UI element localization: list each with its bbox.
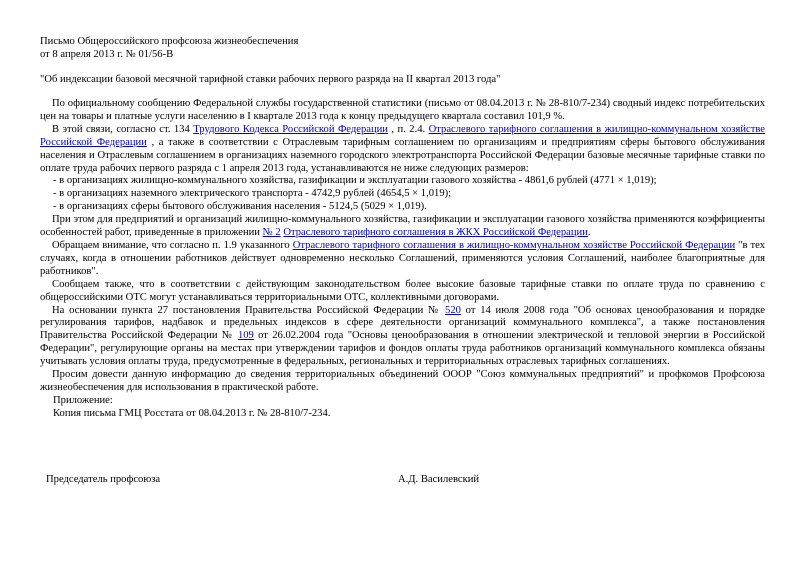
- text-segment: На основании пункта 27 постановления Правительства Российской Федерации №: [52, 304, 446, 316]
- paragraph-legal-basis: [40, 124, 765, 176]
- text-segment: , а также в соответствии с Отраслевым тарифным соглашением по организациям и предприятиям сферы бытового обслуживания населения и Отраслевым соглашением в организациях наземного городского электротранспорта Российской Федерации базовые месячные тарифные ставки по оплате труда рабочих первого разряда с 1 апреля 2013 года, устанавливаются не ниже следующих размеров:: [40, 136, 765, 174]
- signature-position: Председатель профсоюза: [46, 474, 161, 485]
- list-item: - в организациях сферы бытового обслуживания населения - 5124,5 (5029 × 1,019).: [53, 201, 427, 213]
- decree-520-link[interactable]: 520: [445, 304, 461, 316]
- labor-code-link[interactable]: Трудового Кодекса Российской Федерации: [193, 123, 388, 135]
- text-segment: , п. 2.4.: [387, 123, 429, 135]
- appendix-label: Приложение:: [53, 394, 113, 406]
- list-item: - в организациях наземного электрического транспорта - 4742,9 рублей (4654,5 × 1,019);: [53, 188, 452, 200]
- letter-header: [40, 36, 760, 62]
- text-segment: В этой связи, согласно ст. 134: [52, 123, 194, 135]
- sender-line: Письмо Общероссийского профсоюза жизнеобеспечения: [40, 36, 299, 47]
- decree-109-link[interactable]: 109: [237, 330, 254, 342]
- housing-agreement-link[interactable]: Отраслевого тарифного соглашения в жилищно-коммунальном хозяйстве Российской Федерации: [40, 123, 765, 148]
- appendix-2-link[interactable]: № 2: [262, 227, 281, 239]
- letter-body: [40, 98, 765, 421]
- letter-subject: "Об индексации базовой месячной тарифной ставки рабочих первого разряда на II квартал 2013 года": [40, 74, 501, 85]
- text-segment: от 14 июля 2008 года "Об основах ценообразования и порядке регулирования тарифов, надбавок и предельных индексов в сфере деятельности организаций коммунального комплекса", а также постановления Правительства Российской Федерации №: [40, 304, 766, 342]
- text-segment: При этом для предприятий и организаций жилищно-коммунального хозяйства, газификации и эксплуатации газового хозяйства применяются коэффициенты особенностей работ, приведенные в приложении: [40, 214, 765, 239]
- text-segment: от 26.02.2004 года "Основы ценообразования в отношении электрической и тепловой энергии в Российской Федерации", регулирующие органы на местах при утверждении тарифов и фондов оплаты труда работников организаций коммунального комплекса обязаны учитывать условия оплаты труда, предусмотренные в федеральных, региональных и территориальных отраслевых тарифных соглашениях.: [40, 330, 766, 368]
- housing-agreement-link-3[interactable]: Отраслевого тарифного соглашения в жилищно-коммунальном хозяйстве Российской Федерации: [292, 239, 736, 251]
- paragraph-government-decrees: [40, 305, 765, 370]
- paragraph-attention: [40, 240, 765, 279]
- date-number-line: от 8 апреля 2013 г. № 01/56-В: [40, 48, 174, 60]
- housing-agreement-link-2[interactable]: Отраслевого тарифного соглашения в ЖКХ Российской Федерации: [283, 227, 588, 239]
- signature-name: А.Д. Василевский: [398, 474, 480, 485]
- text-segment: Обращаем внимание, что согласно п. 1.9 указанного: [52, 239, 293, 251]
- list-item: - в организациях жилищно-коммунального хозяйства, газификации и эксплуатации газового хозяйства - 4861,6 рублей (4771 × 1,019);: [53, 175, 657, 187]
- appendix-item: Копия письма ГМЦ Росстата от 08.04.2013 г. № 28-810/7-234.: [53, 407, 331, 419]
- paragraph-statistics: По официальному сообщению Федеральной службы государственной статистики (письмо от 08.04.2013 г. № 28-810/7-234) сводный индекс потребительских цен на товары и платные услуги населению в I квартале 2013 года к концу предыдущего квартала составил 101,9 %.: [40, 98, 765, 122]
- paragraph-territorial: Сообщаем также, что в соответствии с действующим законодательством более высокие базовые тарифные ставки по оплате труда по сравнению с общероссийскими ОТС могут устанавливаться территориальными ОТС, коллективными договорами.: [40, 278, 765, 303]
- text-segment: .: [587, 227, 591, 239]
- text-segment: "в тех случаях, когда в отношении работников действует одновременно несколько Соглашений, применяются условия Соглашений, наиболее благоприятные для работников".: [40, 239, 765, 277]
- paragraph-request: Просим довести данную информацию до сведения территориальных объединений ОООР "Союз коммунальных предприятий" и профкомов Профсоюза жизнеобеспечения для использования в практической работе.: [40, 369, 765, 393]
- paragraph-coefficients: [40, 214, 765, 240]
